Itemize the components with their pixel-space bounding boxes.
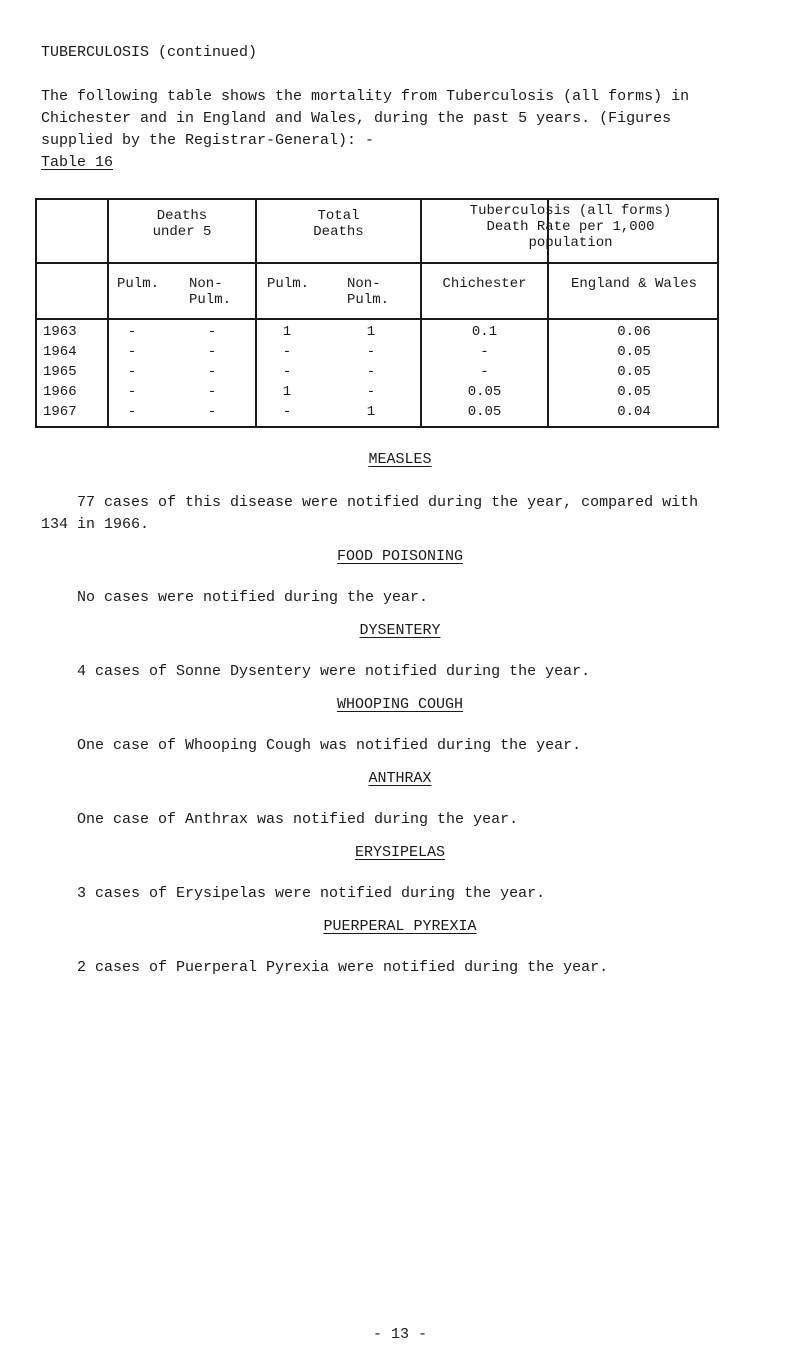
subheader-total-pulm: Pulm. — [267, 276, 310, 292]
tuberculosis-mortality-table — [35, 198, 719, 428]
row-total-pulm: 1 — [282, 384, 292, 400]
section-text-puerperal-pyrexia: 2 cases of Puerperal Pyrexia were notified during the year. — [77, 959, 609, 976]
row-year: 1963 — [43, 324, 77, 340]
row-total-non-pulm: 1 — [366, 324, 376, 340]
row-chichester: 0.05 — [467, 404, 502, 420]
row-total-non-pulm: - — [366, 344, 376, 360]
section-heading-measles: MEASLES — [368, 451, 432, 468]
row-chichester: - — [480, 344, 489, 360]
row-total-pulm: - — [282, 344, 292, 360]
section-heading-erysipelas: ERYSIPELAS — [354, 844, 445, 861]
row-total-pulm: 1 — [282, 324, 292, 340]
row-year: 1964 — [43, 344, 77, 360]
table-label: Table 16 — [41, 154, 114, 171]
row-england-wales: 0.05 — [617, 344, 651, 360]
section-heading-anthrax: ANTHRAX — [368, 770, 432, 787]
section-heading-food-poisoning: FOOD POISONING — [336, 548, 464, 565]
row-u5-non-pulm: - — [207, 404, 217, 420]
section-text-dysentery: 4 cases of Sonne Dysentery were notified during the year. — [77, 663, 591, 680]
row-total-non-pulm: 1 — [366, 404, 376, 420]
page-number: - 13 - — [372, 1326, 427, 1343]
row-u5-non-pulm: - — [207, 364, 217, 380]
row-england-wales: 0.04 — [617, 404, 651, 420]
row-total-pulm: - — [282, 404, 292, 420]
table-row — [37, 382, 717, 402]
header-total-deaths: Total Deaths — [313, 208, 364, 240]
section-text-erysipelas: 3 cases of Erysipelas were notified during the year. — [77, 885, 546, 902]
table-row — [37, 342, 717, 362]
header-tb-death-rate: Tuberculosis (all forms) Death Rate per 1,000 population — [469, 203, 672, 251]
row-chichester: 0.05 — [467, 384, 502, 400]
section-text-anthrax: One case of Anthrax was notified during the year. — [77, 811, 519, 828]
row-u5-pulm: - — [127, 404, 137, 420]
row-england-wales: 0.06 — [617, 324, 651, 340]
row-england-wales: 0.05 — [617, 384, 651, 400]
section-text-food-poisoning: No cases were notified during the year. — [77, 589, 429, 606]
row-u5-pulm: - — [127, 344, 137, 360]
row-total-non-pulm: - — [366, 364, 376, 380]
row-u5-pulm: - — [127, 384, 137, 400]
row-u5-non-pulm: - — [207, 324, 217, 340]
table-row — [37, 322, 717, 342]
row-chichester: - — [480, 364, 489, 380]
header-deaths-under-5: Deaths under 5 — [152, 208, 212, 240]
row-total-non-pulm: - — [366, 384, 376, 400]
page-title: TUBERCULOSIS (continued) — [41, 44, 258, 61]
section-text-whooping-cough: One case of Whooping Cough was notified during the year. — [77, 737, 582, 754]
row-year: 1966 — [43, 384, 77, 400]
subheader-england-wales: England & Wales — [570, 276, 698, 292]
row-year: 1967 — [43, 404, 77, 420]
row-u5-pulm: - — [127, 364, 137, 380]
subheader-chichester: Chichester — [442, 276, 527, 292]
table-row — [37, 362, 717, 382]
section-heading-puerperal-pyrexia: PUERPERAL PYREXIA — [323, 918, 477, 935]
section-text-measles: 77 cases of this disease were notified during the year, compared with 134 in 1966. — [41, 494, 699, 533]
section-heading-whooping-cough: WHOOPING COUGH — [336, 696, 464, 713]
row-u5-non-pulm: - — [207, 344, 217, 360]
section-heading-dysentery: DYSENTERY — [359, 622, 441, 639]
table-row — [37, 402, 717, 422]
row-u5-pulm: - — [127, 324, 137, 340]
subheader-total-non-pulm: Non- Pulm. — [347, 276, 390, 308]
row-u5-non-pulm: - — [207, 384, 217, 400]
row-year: 1965 — [43, 364, 77, 380]
subheader-u5-pulm: Pulm. — [117, 276, 160, 292]
row-total-pulm: - — [282, 364, 292, 380]
row-england-wales: 0.05 — [617, 364, 651, 380]
subheader-u5-non-pulm: Non- Pulm. — [189, 276, 232, 308]
row-chichester: 0.1 — [471, 324, 498, 340]
intro-paragraph: The following table shows the mortality from Tuberculosis (all forms) in Chichester and in England and Wales, during the past 5 years. (Figures supplied by the Registrar-General): - — [41, 88, 690, 149]
